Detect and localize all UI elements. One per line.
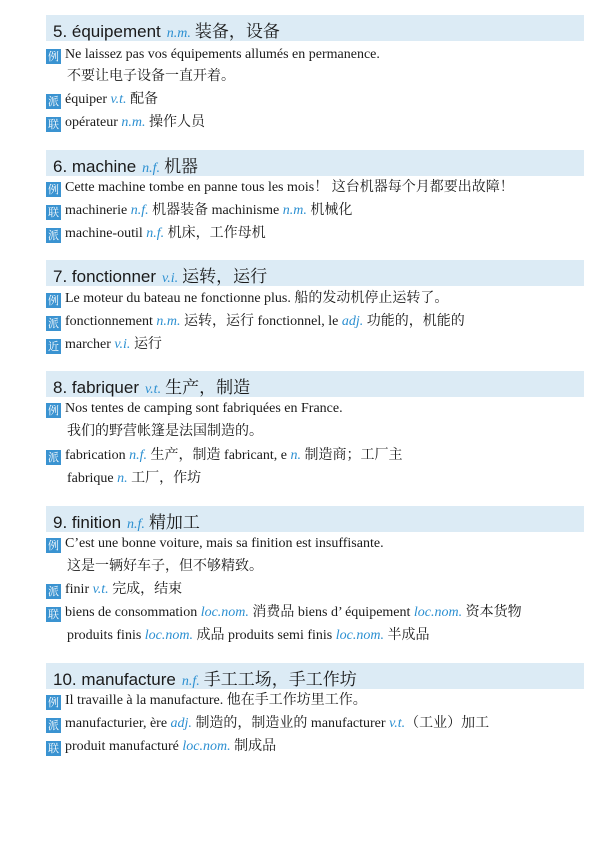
- part-of-speech: adj.: [341, 314, 364, 329]
- headword-pos: v.i.: [162, 271, 179, 286]
- line-text: produit manufacturé: [65, 739, 183, 754]
- line-text: opérateur: [65, 115, 122, 130]
- line-badge: 例: [48, 404, 59, 417]
- part-of-speech: n.f.: [130, 203, 149, 218]
- headword-meaning: 生产，制造: [165, 378, 251, 397]
- entry-line: [46, 312, 465, 332]
- line-badge: 派: [48, 229, 59, 242]
- entry-line: [67, 67, 235, 87]
- part-of-speech: loc.nom.: [182, 739, 231, 754]
- line-text: fabrique: [67, 471, 118, 486]
- entry-line: [46, 335, 162, 355]
- headword-pos: n.f.: [181, 674, 200, 689]
- entry-line: [46, 580, 182, 600]
- part-of-speech: n.: [117, 471, 128, 486]
- line-badge: 联: [48, 206, 59, 219]
- headword-text: 7. fonctionner: [53, 267, 157, 286]
- entry-line: [46, 714, 489, 734]
- part-of-speech: loc.nom.: [413, 605, 463, 620]
- headword-meaning: 运转，运行: [182, 267, 268, 286]
- line-text: 机器装备 machinisme: [148, 203, 283, 218]
- line-text: 运行: [130, 337, 162, 352]
- line-text: （工业）加工: [405, 716, 490, 731]
- line-badge: 近: [48, 340, 59, 353]
- line-badge: 例: [48, 50, 59, 63]
- entry-headword-bar: [46, 663, 584, 689]
- entry-line: [67, 469, 201, 489]
- entry-line: [46, 45, 380, 65]
- part-of-speech: n.m.: [121, 115, 146, 130]
- line-text: machine-outil: [65, 226, 147, 241]
- part-of-speech: n.f.: [146, 226, 165, 241]
- headword-text: 6. machine: [53, 157, 137, 176]
- part-of-speech: loc.nom.: [200, 605, 249, 620]
- line-text: finir: [65, 582, 93, 597]
- headword-text: 8. fabriquer: [53, 378, 139, 397]
- line-text: marcher: [65, 337, 115, 352]
- entry-headword: [53, 373, 250, 398]
- entry-headword: [53, 508, 200, 533]
- line-text: 运转，运行 fonctionnel, le: [180, 314, 342, 329]
- line-badge: 联: [48, 118, 59, 131]
- line-text: C’est une bonne voiture, mais sa finition est insuffisante.: [65, 536, 384, 551]
- entry-headword: [53, 17, 280, 42]
- line-badge: 例: [48, 539, 59, 552]
- line-text: 成品 produits semi finis: [193, 628, 336, 643]
- headword-text: 9. finition: [53, 513, 122, 532]
- line-text: 半成品: [383, 628, 430, 643]
- entry-headword-bar: [46, 150, 584, 176]
- line-text: 机床，工作母机: [164, 226, 266, 241]
- line-badge: 派: [48, 585, 59, 598]
- line-text: produits finis: [67, 628, 145, 643]
- line-text: Le moteur du bateau ne fonctionne plus. 船的发动机停止运转了。: [65, 291, 449, 306]
- line-text: 机械化: [306, 203, 353, 218]
- headword-text: 10. manufacture: [53, 670, 176, 689]
- entry-line: [46, 289, 448, 309]
- headword-meaning: 手工工场，手工作坊: [203, 670, 357, 689]
- line-text: Ne laissez pas vos équipements allumés en permanence.: [65, 47, 380, 62]
- line-text: 这是一辆好车子，但不够精致。: [67, 559, 263, 574]
- entry-headword-bar: [46, 260, 584, 286]
- part-of-speech: n.m.: [282, 203, 307, 218]
- part-of-speech: v.t.: [92, 582, 109, 597]
- headword-meaning: 精加工: [148, 513, 200, 532]
- entry-line: [46, 90, 158, 110]
- entry-line: [46, 691, 367, 711]
- entry-line: [46, 399, 343, 419]
- line-text: 制造的，制造业的 manufacturer: [191, 716, 390, 731]
- line-badge: 联: [48, 608, 59, 621]
- line-text: 完成，结束: [108, 582, 183, 597]
- headword-pos: n.m.: [166, 26, 191, 41]
- line-text: Il travaille à la manufacture. 他在手工作坊里工作。: [65, 693, 367, 708]
- entry-headword: [53, 262, 267, 287]
- line-text: manufacturier, ère: [65, 716, 171, 731]
- entry-headword-bar: [46, 506, 584, 532]
- entry-line: [46, 201, 352, 221]
- entry-line: [67, 422, 263, 442]
- line-text: fonctionnement: [65, 314, 157, 329]
- part-of-speech: v.t.: [110, 92, 127, 107]
- line-text: 制造商；工厂主: [301, 448, 403, 463]
- line-badge: 例: [48, 183, 59, 196]
- line-text: 不要让电子设备一直开着。: [67, 69, 235, 84]
- part-of-speech: v.t.: [389, 716, 406, 731]
- part-of-speech: adj.: [170, 716, 192, 731]
- entry-line: [67, 626, 429, 646]
- line-text: fabrication: [65, 448, 130, 463]
- part-of-speech: n.m.: [156, 314, 181, 329]
- part-of-speech: v.i.: [114, 337, 131, 352]
- entry-line: [46, 603, 522, 623]
- line-badge: 派: [48, 317, 59, 330]
- line-badge: 联: [48, 742, 59, 755]
- line-text: 资本货物: [462, 605, 522, 620]
- line-text: 生产，制造 fabricant, e: [147, 448, 291, 463]
- entry-line: [46, 446, 403, 466]
- entry-headword-bar: [46, 15, 584, 41]
- headword-text: 5. équipement: [53, 22, 161, 41]
- line-text: équiper: [65, 92, 111, 107]
- line-badge: 例: [48, 294, 59, 307]
- line-text: biens de consommation: [65, 605, 201, 620]
- headword-pos: n.f.: [142, 161, 161, 176]
- headword-pos: n.f.: [127, 517, 145, 532]
- entry-line: [46, 224, 266, 244]
- part-of-speech: loc.nom.: [144, 628, 193, 643]
- entry-line: [46, 534, 384, 554]
- line-text: 制成品: [230, 739, 277, 754]
- line-badge: 派: [48, 95, 59, 108]
- part-of-speech: n.f.: [129, 448, 148, 463]
- line-badge: 派: [48, 451, 59, 464]
- line-badge: 派: [48, 719, 59, 732]
- line-badge: 例: [48, 696, 59, 709]
- line-text: 我们的野营帐篷是法国制造的。: [67, 424, 263, 439]
- entry-line: [46, 737, 276, 757]
- line-text: 操作人员: [145, 115, 205, 130]
- entry-headword: [53, 665, 357, 690]
- line-text: 工厂，作坊: [127, 471, 202, 486]
- entry-line: [46, 178, 514, 198]
- entry-headword: [53, 152, 198, 177]
- line-text: Cette machine tombe en panne tous les mois！ 这台机器每个月都要出故障！: [65, 180, 514, 195]
- headword-meaning: 机器: [164, 157, 199, 176]
- line-text: 功能的，机能的: [363, 314, 465, 329]
- headword-meaning: 装备，设备: [194, 22, 280, 41]
- entry-headword-bar: [46, 371, 584, 397]
- part-of-speech: loc.nom.: [335, 628, 384, 643]
- entry-line: [46, 113, 205, 133]
- line-text: Nos tentes de camping sont fabriquées en France.: [65, 401, 343, 416]
- line-text: 消费品 biens d’ équipement: [248, 605, 414, 620]
- line-text: machinerie: [65, 203, 131, 218]
- entry-line: [67, 557, 263, 577]
- headword-pos: v.t.: [145, 382, 162, 397]
- line-text: 配备: [126, 92, 159, 107]
- part-of-speech: n.: [290, 448, 301, 463]
